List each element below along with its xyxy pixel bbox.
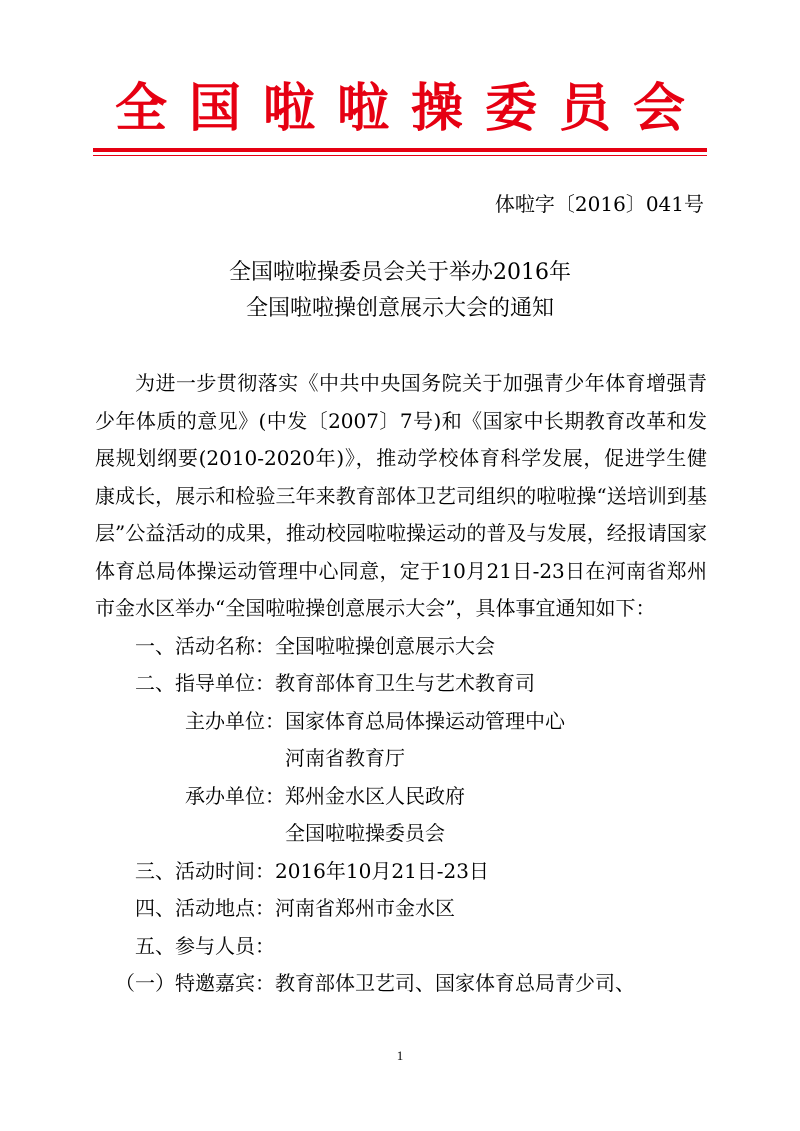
document-number: 体啦字〔2016〕041号 (494, 192, 704, 216)
title-line-2: 全国啦啦操创意展示大会的通知 (245, 296, 554, 321)
item-organizer-unit-2: 全国啦啦操委员会 (285, 821, 445, 845)
item-host-unit-2: 河南省教育厅 (285, 746, 405, 770)
item-activity-name: 一、活动名称：全国啦啦操创意展示大会 (135, 633, 495, 658)
item-guiding-unit: 二、指导单位：教育部体育卫生与艺术教育司 (135, 671, 535, 695)
intro-paragraph: 为进一步贯彻落实《中共中央国务院关于加强青少年体育增强青少年体质的意见》(中发〔2007〕7号)和《国家中长期教育改革和发展规划纲要(2010-2020年)》，推动学校体育科学发展，促进学生健康成长，展示和检验三年来教育部体卫艺司组织的啦啦操“送培训到基层”公益活动的成果，推动校园啦啦操运动的普及与发展，经报请国家体育总局体操运动管理中心同意，定于10月21日-23日在河南省郑州市金水区举办“全国啦啦操创意展示大会”，具体事宜通知如下： (95, 371, 707, 620)
item-activity-place: 四、活动地点：河南省郑州市金水区 (135, 896, 455, 920)
item-activity-time: 三、活动时间：2016年10月21日-23日 (135, 858, 490, 883)
org-masthead: 全国啦啦操委员会 (114, 79, 707, 139)
item-participants: 五、参与人员： (135, 933, 275, 958)
masthead-rule-thick (93, 148, 707, 152)
document-body (95, 365, 707, 1003)
title-line-1: 全国啦啦操委员会关于举办2016年 (229, 260, 571, 285)
item-organizer-unit: 承办单位：郑州金水区人民政府 (185, 783, 465, 808)
item-special-guests: （一）特邀嘉宾：教育部体卫艺司、国家体育总局青少司、 (115, 971, 635, 995)
item-host-unit: 主办单位：国家体育总局体操运动管理中心 (185, 708, 565, 733)
masthead-rule-thin (93, 155, 707, 156)
page-number: 1 (396, 1048, 404, 1063)
